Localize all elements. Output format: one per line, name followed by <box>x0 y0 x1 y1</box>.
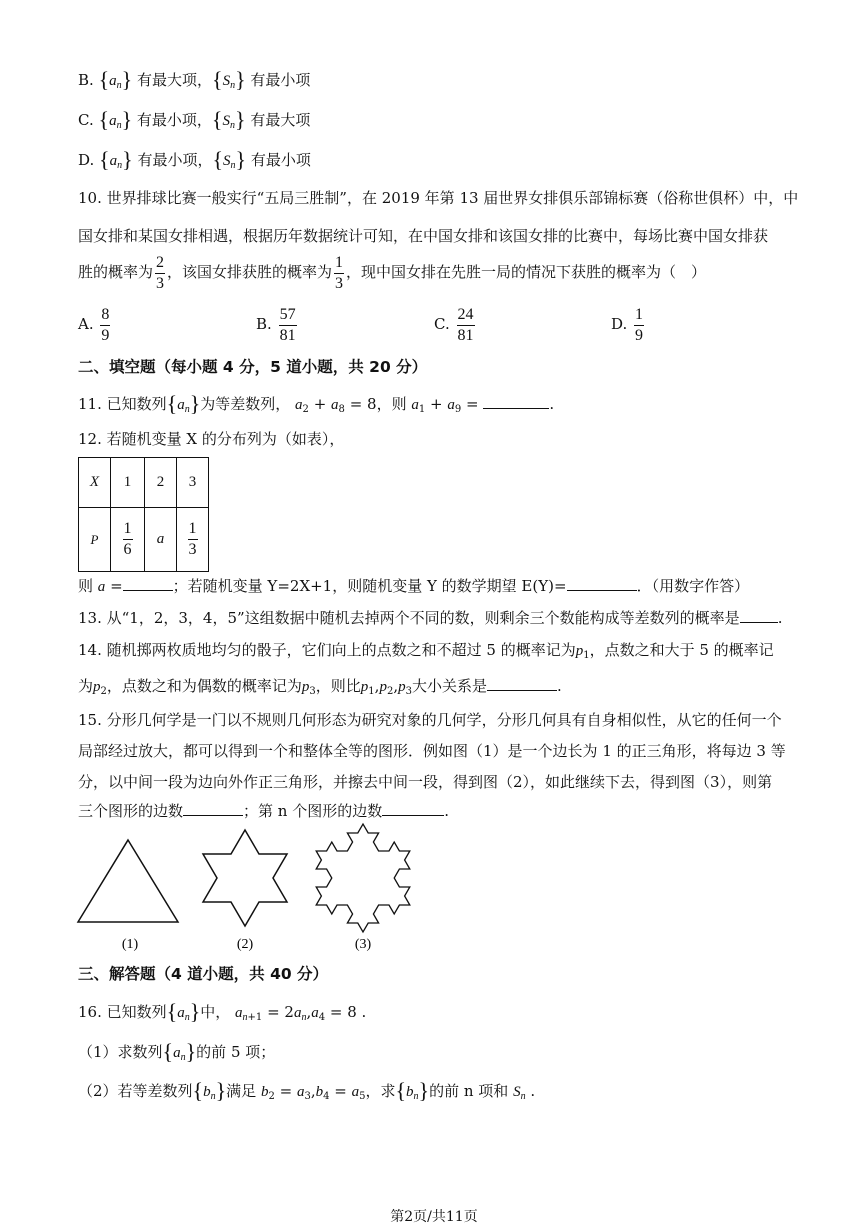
answer-blank <box>183 801 243 816</box>
table-cell: $\frac{1}{6}$ <box>111 508 145 572</box>
answer-blank <box>740 608 778 623</box>
q13: 13. 从“1，2，3，4，5”这组数据中随机去掉两个不同的数，则剩余三个数能构成等差数列的概率是 . <box>78 609 783 627</box>
fractal-figures <box>60 818 440 958</box>
q15-line-3: 分，以中间一段为边向外作正三角形，并擦去中间一段，得到图（2），如此继续下去，得到图（3），则第 <box>78 773 773 791</box>
q10-line-3: 胜的概率为 $\frac{2}{3}$ ，该国女排获胜的概率为 $\frac{1}{3}$ ，现中国女排在先胜一局的情况下获胜的概率为（ ） <box>78 253 707 292</box>
q10-line-2: 国女排和某国女排相遇，根据历年数据统计可知，在中国女排和该国女排的比赛中，每场比赛中国女排获 <box>78 227 769 245</box>
q9-option-c: C. $\{a_n\}$ 有最小项，$\{S_n\}$ 有最大项 <box>78 107 311 132</box>
figure-1-caption: (1) <box>121 937 139 952</box>
distribution-table <box>78 457 209 572</box>
q16-part-2: （2）若等差数列$\{b_n\}$满足 $b_2 = a_3,b_4 = a_5$，求$\{b_n\}$的前 n 项和 $S_n$ . <box>78 1078 536 1103</box>
section-3-heading: 三、解答题（4 道小题，共 40 分） <box>78 965 329 983</box>
q11: 11. 已知数列$\{a_n\}$为等差数列， $a_2 + a_8 = 8$，则 $a_1 + a_9$ = . <box>78 391 555 416</box>
answer-blank <box>483 394 549 409</box>
q14-line-1: 14. 随机掷两枚质地均匀的骰子，它们向上的点数之和不超过 5 的概率记为$p_1$，点数之和大于 5 的概率记 <box>78 641 774 661</box>
figure-1-triangle <box>78 840 178 922</box>
q15-line-4: 三个图形的边数 ；第 n 个图形的边数 . <box>78 802 449 820</box>
fraction-2-3: $\frac{2}{3}$ <box>156 253 165 292</box>
table-cell: P <box>79 508 111 572</box>
table-cell: X <box>79 458 111 508</box>
q10-option-a: A. $\frac{8}{9}$ <box>78 305 110 344</box>
figure-3-koch <box>316 824 410 932</box>
figure-2-hexagram <box>203 830 287 926</box>
page-footer: 第2页/共11页 <box>390 1209 478 1225</box>
q14-line-2: 为$p_2$，点数之和为偶数的概率记为$p_3$，则比$p_1,p_2,p_3$大小关系是 . <box>78 677 562 697</box>
figure-3-caption: (3) <box>354 937 372 952</box>
answer-blank <box>487 676 557 691</box>
q16-part-1: （1）求数列$\{a_n\}$的前 5 项； <box>78 1039 276 1064</box>
table-cell: 2 <box>145 458 177 508</box>
q10-option-d: D. $\frac{1}{9}$ <box>611 305 644 344</box>
q10-line-1: 10. 世界排球比赛一般实行“五局三胜制”，在 2019 年第 13 届世界女排俱乐部锦标赛（俗称世俱杯）中，中 <box>78 189 799 207</box>
figure-2-caption: (2) <box>236 937 254 952</box>
fraction-1-3: $\frac{1}{3}$ <box>335 253 344 292</box>
q16-line-1: 16. 已知数列$\{a_n\}$中， $a_{n+1} = 2a_n,a_4 = 8$ . <box>78 999 367 1024</box>
table-cell: a <box>145 508 177 572</box>
q9-option-b: B. $\{a_n\}$ 有最大项，$\{S_n\}$ 有最小项 <box>78 67 311 92</box>
table-cell: $\frac{1}{3}$ <box>177 508 209 572</box>
answer-blank <box>123 576 173 591</box>
q12-line-1: 12. 若随机变量 X 的分布列为（如表）， <box>78 430 345 448</box>
table-cell: 3 <box>177 458 209 508</box>
table-cell: 1 <box>111 458 145 508</box>
answer-blank <box>382 801 444 816</box>
q15-line-2: 局部经过放大，都可以得到一个和整体全等的图形．例如图（1）是一个边长为 1 的正三角形，将每边 3 等 <box>78 742 786 760</box>
q9-option-d: D. $\{a_n\}$ 有最小项，$\{S_n\}$ 有最小项 <box>78 147 311 172</box>
section-2-heading: 二、填空题（每小题 4 分，5 道小题，共 20 分） <box>78 358 428 376</box>
q12-line-2: 则 a = ；若随机变量 Y=2X+1，则随机变量 Y 的数学期望 E(Y)= ．（用数字作答） <box>78 577 750 595</box>
answer-blank <box>567 576 637 591</box>
q10-option-b: B. $\frac{57}{81}$ <box>256 305 296 344</box>
q10-option-c: C. $\frac{24}{81}$ <box>434 305 474 344</box>
q15-line-1: 15. 分形几何学是一门以不规则几何形态为研究对象的几何学，分形几何具有自身相似性，从它的任何一个 <box>78 711 782 729</box>
